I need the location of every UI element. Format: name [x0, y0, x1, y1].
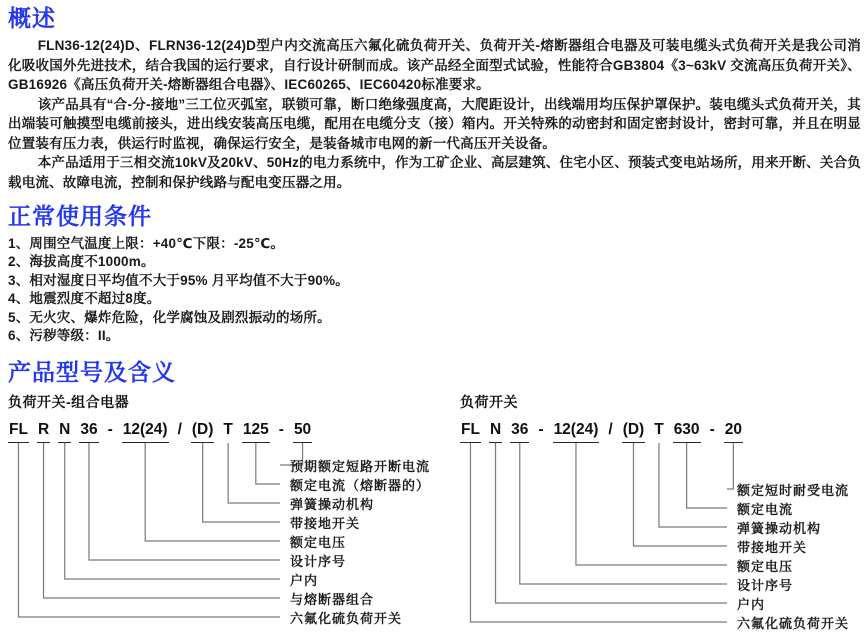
diagram-label: 设计序号 [290, 554, 347, 570]
model-segment: (D) [622, 421, 646, 443]
diagram-label: 弹簧操动机构 [737, 521, 822, 537]
diagram-label: 带接地开关 [737, 540, 808, 556]
model-separator: / [608, 421, 613, 439]
model-segment: T [223, 421, 233, 439]
diagram-label: 户内 [737, 597, 766, 613]
diagram-label: 弹簧操动机构 [290, 497, 375, 513]
condition-item: 5、无火灾、爆炸危险，化学腐蚀及剧烈振动的场所。 [8, 309, 331, 325]
model-segment: N [58, 421, 71, 443]
overview-paragraph-1: FLN36-12(24)D、FLRN36-12(24)D型户内交流高压六氟化硫负荷开关、负荷开关-熔断器组合电器及可装电缆头式负荷开关是我公司消化吸收国外先进技术，结合我国的运行要求，自行设计研制而成。该产品经全面型式试验，性能符合GB3804《3~63kV 交流高压负荷开关》、GB16926《高压负荷开关-熔断器组合电器》、IEC60265、IEC60420标准要求。 [8, 38, 861, 93]
model-diagrams [8, 390, 861, 636]
condition-item: 2、海拔高度不1000m。 [8, 254, 155, 270]
diagram-label: 预期额定短路开断电流 [290, 459, 431, 475]
overview-paragraph-3: 本产品适用于三相交流10kV及20kV、50Hz的电力系统中，作为工矿企业、高层建筑、住宅小区、预装式变电站场所，用来开断、关合负载电流、故障电流，控制和保护线路与配电变压器之用。 [8, 155, 861, 190]
diagram-label: 六氟化硫负荷开关 [290, 611, 403, 627]
model-segment: 125 [242, 421, 270, 443]
conditions-heading: 正常使用条件 [8, 203, 152, 230]
diagram-label: 带接地开关 [290, 516, 361, 532]
model-segment: 630 [673, 421, 701, 443]
model-separator: / [177, 421, 182, 439]
overview-heading: 概述 [8, 5, 56, 31]
model-segment: 12(24) [553, 421, 600, 443]
overview-paragraphs [8, 36, 861, 192]
overview-paragraph-2: 该产品具有“合-分-接地”三工位灭弧室，联锁可靠，断口绝缘强度高，大爬距设计，出线端用均压保护罩保护。装电缆头式负荷开关，其出端装可触摸型电缆前接头，进出线安装高压电缆，配用在电缆分支（接）箱内。开关特殊的动密封和固定密封设计，密封可靠，并且在明显位置装有压力表，供运行时监视，确保运行安全，是装备城市电网的新一代高压开关设备。 [8, 96, 861, 151]
diagram-label: 额定短时耐受电流 [737, 483, 850, 499]
model-segment: FL [460, 421, 481, 443]
diagram-label: 额定电压 [737, 559, 794, 575]
diagram-switch-fuse-combination [8, 390, 460, 631]
condition-item: 3、相对湿度日平均值不大于95% 月平均值不大于90%。 [8, 272, 349, 288]
model-code [8, 421, 312, 443]
diagram-label: 户内 [290, 573, 319, 589]
model-segment: T [654, 421, 664, 439]
diagram-title: 负荷开关-组合电器 [8, 394, 130, 411]
model-segment: N [489, 421, 502, 443]
diagram-label: 额定电压 [290, 535, 347, 551]
models-heading: 产品型号及含义 [8, 358, 176, 385]
model-segment: 50 [293, 421, 312, 443]
conditions-list [8, 235, 861, 346]
diagram-title: 负荷开关 [460, 394, 518, 411]
model-segment: 12(24) [122, 421, 169, 443]
diagram-label: 额定电流（熔断器的） [290, 478, 431, 494]
diagram-load-switch [460, 390, 861, 636]
model-segment: 36 [510, 421, 529, 443]
model-separator: - [107, 421, 113, 439]
diagram-label: 额定电流 [737, 502, 794, 518]
model-separator: - [538, 421, 544, 439]
diagram-label: 六氟化硫负荷开关 [737, 616, 850, 632]
condition-item: 4、地震烈度不超过8度。 [8, 291, 161, 307]
diagram-label: 设计序号 [737, 578, 794, 594]
condition-item: 1、周围空气温度上限：+40℃下限：-25℃。 [8, 235, 285, 251]
model-segment: (D) [191, 421, 215, 443]
condition-item: 6、污秽等级：II。 [8, 328, 120, 344]
model-segment: 36 [79, 421, 98, 443]
model-segment: FL [8, 421, 29, 443]
model-separator: - [278, 421, 284, 439]
model-code [460, 421, 743, 443]
diagram-label: 与熔断器组合 [290, 592, 375, 608]
model-separator: - [709, 421, 715, 439]
model-segment: R [37, 421, 50, 443]
model-segment: 20 [724, 421, 743, 443]
